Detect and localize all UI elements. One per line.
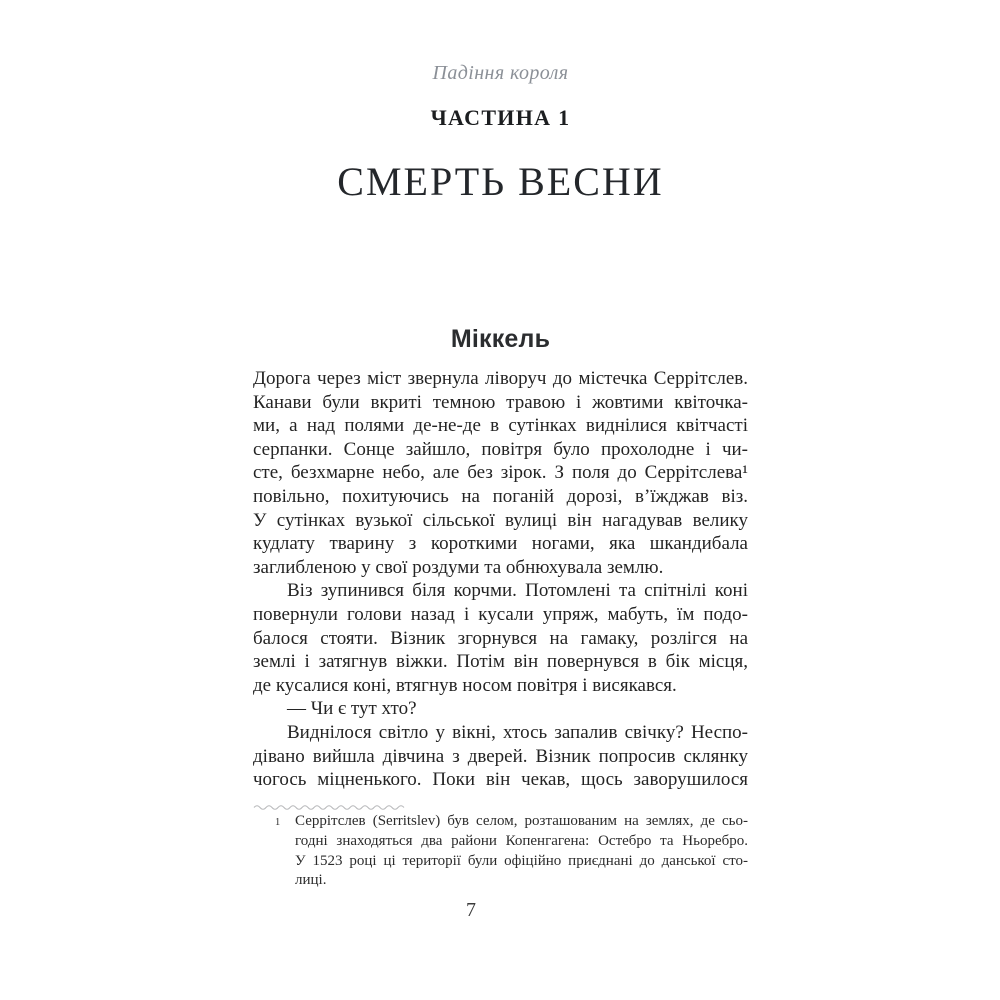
page-number: 7 bbox=[466, 899, 476, 921]
text-line: повернули голови назад і кусали упряж, мабуть, їм подо- bbox=[253, 603, 748, 625]
footnote-line: Серрітслев (Serritslev) був селом, розташованим на землях, де сьо- bbox=[295, 813, 748, 829]
body-text bbox=[253, 367, 748, 792]
text-line: чогось міцненького. Поки він чекав, щось заворушилося bbox=[253, 769, 748, 791]
part-title: СМЕРТЬ ВЕСНИ bbox=[337, 159, 664, 204]
text-line: — Чи є тут хто? bbox=[287, 698, 417, 720]
text-line: заглибленою у свої роздуми та обнюхувала землю. bbox=[253, 556, 664, 578]
text-line: У сутінках вузької сільської вулиці він нагадував велику bbox=[253, 509, 748, 531]
footnote bbox=[253, 812, 748, 891]
footnote-line: лиці. bbox=[295, 872, 327, 889]
paragraph bbox=[253, 367, 748, 579]
footnote-marker: 1 bbox=[275, 817, 281, 828]
footnote-separator-wavy-rule bbox=[253, 803, 405, 811]
text-line: землі і затягнув віжки. Потім він повернувся в бік місця, bbox=[253, 651, 748, 673]
text-line: ми, а над полями де-не-де в сутінках виднілися квітчасті bbox=[253, 415, 748, 437]
chapter-heading: Міккель bbox=[450, 325, 551, 353]
text-line: Виднілося світло у вікні, хтось запалив свічку? Неспо- bbox=[287, 721, 748, 743]
part-label: ЧАСТИНА 1 bbox=[430, 105, 571, 130]
text-line: кудлату тварину з короткими ногами, яка шкандибала bbox=[253, 533, 748, 555]
paragraph bbox=[253, 579, 748, 697]
footnote-line: годні знаходяться два райони Копенгагена: Остебро та Ньоребро. bbox=[295, 832, 748, 849]
text-line: дівано вийшла дівчина з дверей. Візник попросив склянку bbox=[253, 745, 748, 767]
text-line: балося стояти. Візник згорнувся на гамаку, розлігся на bbox=[253, 627, 748, 649]
running-head: Падіння короля bbox=[432, 62, 569, 84]
text-line: де кусалися коні, втягнув носом повітря і висякався. bbox=[253, 674, 677, 696]
text-line: Дорога через міст звернула ліворуч до містечка Серрітслев. bbox=[253, 368, 748, 389]
footnote-line: У 1523 році ці території були офіційно приєднані до данської сто- bbox=[295, 852, 748, 869]
text-line: серпанки. Сонце зайшло, повітря було прохолодне і чи- bbox=[253, 438, 748, 460]
text-line: сте, безхмарне небо, але без зірок. З поля до Серрітслева¹ bbox=[253, 462, 748, 484]
paragraph bbox=[253, 721, 748, 792]
paragraph bbox=[253, 697, 748, 721]
text-line: Канави були вкриті темною травою і жовтими квіточка- bbox=[253, 391, 748, 413]
text-line: Віз зупинився біля корчми. Потомлені та спітнілі коні bbox=[287, 580, 748, 602]
text-line: повільно, похитуючись на поганій дорозі, в’їжджав віз. bbox=[253, 485, 748, 507]
